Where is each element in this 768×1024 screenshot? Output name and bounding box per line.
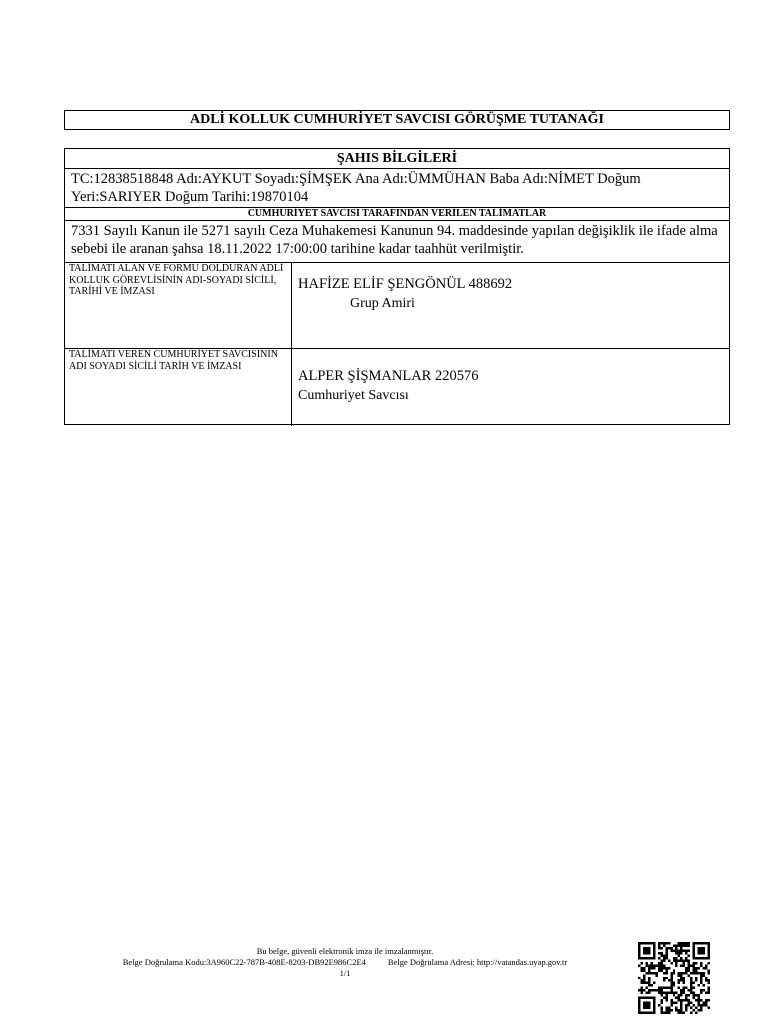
verification-code: Belge Doğrulama Kodu:3A960C22-787B-408E-8203-DB92E986C2E4 xyxy=(122,957,366,967)
giver-cell xyxy=(292,349,729,426)
person-section-title: ŞAHIS BİLGİLERİ xyxy=(65,149,729,169)
signed-note: Bu belge, güvenli elektronik imza ile imzalanmıştır. xyxy=(256,946,434,956)
giver-row xyxy=(65,349,729,426)
person-info-text: TC:12838518848 Adı:AYKUT Soyadı:ŞİMŞEK Ana Adı:ÜMMÜHAN Baba Adı:NİMET Doğum Yeri:SARIYER Doğum Tarihi:19870104 xyxy=(65,169,729,208)
receiver-cell xyxy=(292,263,729,348)
receiver-row xyxy=(65,263,729,349)
document-title: ADLİ KOLLUK CUMHURİYET SAVCISI GÖRÜŞME TUTANAĞI xyxy=(64,110,730,130)
instructions-text: 7331 Sayılı Kanun ile 5271 sayılı Ceza Muhakemesi Kanunun 94. maddesinde yapılan değişiklik ile ifade alma sebebi ile aranan şahsa 18.11.2022 17:00:00 tarihine kadar taahhüt verilmiştir. xyxy=(65,221,729,263)
receiver-name: HAFİZE ELİF ŞENGÖNÜL 488692 xyxy=(298,276,513,292)
instructions-title: CUMHURİYET SAVCISI TARAFINDAN VERİLEN TALİMATLAR xyxy=(65,208,729,221)
qr-code-icon xyxy=(638,942,710,1014)
giver-title: Cumhuriyet Savcısı xyxy=(298,388,409,403)
document-footer xyxy=(60,946,630,979)
verification-address: Belge Doğrulama Adresi: http://vatandas.uyap.gov.tr xyxy=(387,957,568,967)
receiver-label: TALİMATI ALAN VE FORMU DOLDURAN ADLİ KOLLUK GÖREVLİSİNİN ADI-SOYADI SİCİLİ, TARİHİ VE İMZASI xyxy=(65,263,292,348)
verification-line xyxy=(60,957,630,968)
person-info-table xyxy=(64,148,730,425)
giver-name: ALPER ŞİŞMANLAR 220576 xyxy=(298,368,479,384)
receiver-title: Grup Amiri xyxy=(350,296,415,311)
giver-label: TALİMATI VEREN CUMHURİYET SAVCISININ ADI SOYADI SİCİLİ TARİH VE İMZASI xyxy=(65,349,292,426)
page-number: 1/1 xyxy=(339,968,351,978)
